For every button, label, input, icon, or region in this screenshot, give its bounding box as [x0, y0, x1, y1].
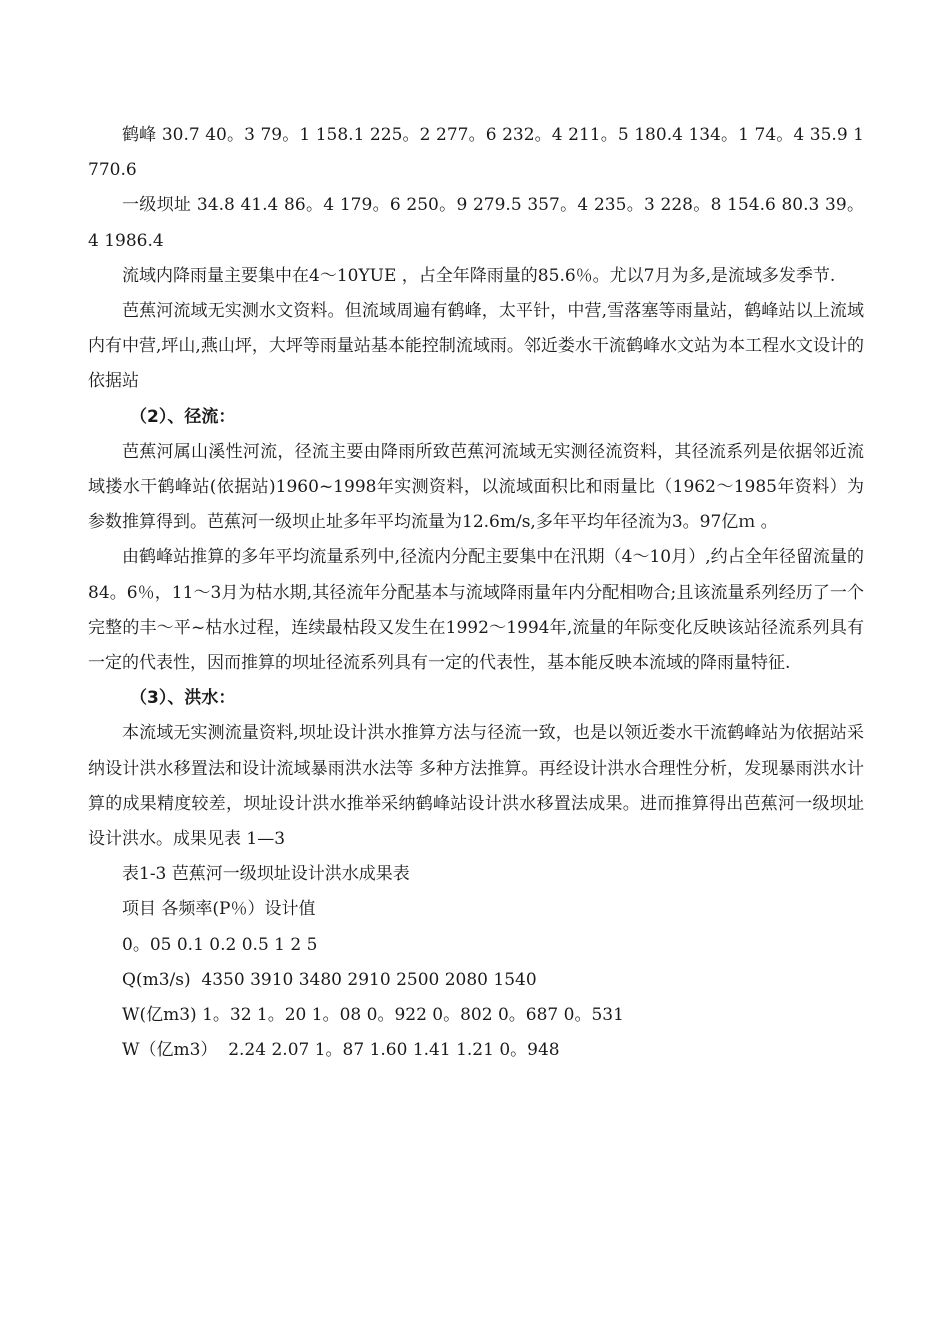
rainfall-row-dam-site: 一级坝址 34.8 41.4 86。4 179。6 250。9 279.5 357。4 235。3 228。8 154.6 80.3 39。4 1986.4: [88, 195, 864, 251]
table-row-q: Q(m3/s) 4350 3910 3480 2910 2500 2080 1540: [122, 969, 537, 990]
hydrology-data-paragraph: 芭蕉河流域无实测水文资料。但流域周遍有鹤峰，太平针，中营,雪落塞等雨量站，鹤峰站以上流域内有中营,坪山,燕山坪，大坪等雨量站基本能控制流域雨。邻近娄水干流鹤峰水文站为本工程水文设计的依据站: [88, 301, 864, 392]
rainfall-summary-paragraph: 流域内降雨量主要集中在4～10YUE ，占全年降雨量的85.6％。尤以7月为多,是流域多发季节.: [122, 265, 836, 286]
table-row-w1: W(亿m3) 1。32 1。20 1。08 0。922 0。802 0。687 0。531: [122, 1005, 624, 1026]
runoff-heading: （2）、径流：: [130, 406, 236, 427]
flood-paragraph: 本流域无实测流量资料,坝址设计洪水推算方法与径流一致，也是以领近娄水干流鹤峰站为依据站采纳设计洪水移置法和设计流域暴雨洪水法等 多种方法推算。再经设计洪水合理性分析，发现暴雨洪水计算的成果精度较差，坝址设计洪水推举采纳鹤峰站设计洪水移置法成果。进而推算得出芭蕉河一级坝址设计洪水。成果见表 1—3: [88, 723, 864, 850]
table-caption: 表1-3 芭蕉河一级坝址设计洪水成果表: [122, 864, 410, 885]
rainfall-row-hefeng: 鹤峰 30.7 40。3 79。1 158.1 225。2 277。6 232。4 211。5 180.4 134。1 74。4 35.9 1770.6: [88, 125, 864, 181]
table-header: 项目 各频率(P％）设计值: [122, 899, 316, 920]
table-row-frequency: 0。05 0.1 0.2 0.5 1 2 5: [122, 934, 318, 955]
table-row-w2: W（亿m3） 2.24 2.07 1。87 1.60 1.41 1.21 0。948: [122, 1040, 560, 1061]
runoff-paragraph-1: 芭蕉河属山溪性河流，径流主要由降雨所致芭蕉河流域无实测径流资料，其径流系列是依据邻近流域搂水干鹤峰站(依据站)1960~1998年实测资料，以流域面积比和雨量比（1962～1985年资料）为参数推算得到。芭蕉河一级坝止址多年平均流量为12.6m/s,多年平均年径流为3。97亿ｍ 。: [88, 441, 864, 533]
document-page: [88, 118, 864, 1068]
runoff-paragraph-2: 由鹤峰站推算的多年平均流量系列中,径流内分配主要集中在汛期（4～10月）,约占全年径留流量的84。6％，11～3月为枯水期,其径流年分配基本与流域降雨量年内分配相吻合;且该流量系列经历了一个完整的丰～平~枯水过程，连续最枯段又发生在1992～1994年,流量的年际变化反映该站径流系列具有一定的代表性，因而推算的坝址径流系列具有一定的代表性，基本能反映本流域的降雨量特征.: [88, 547, 864, 674]
flood-heading: （3）、洪水：: [130, 688, 236, 709]
